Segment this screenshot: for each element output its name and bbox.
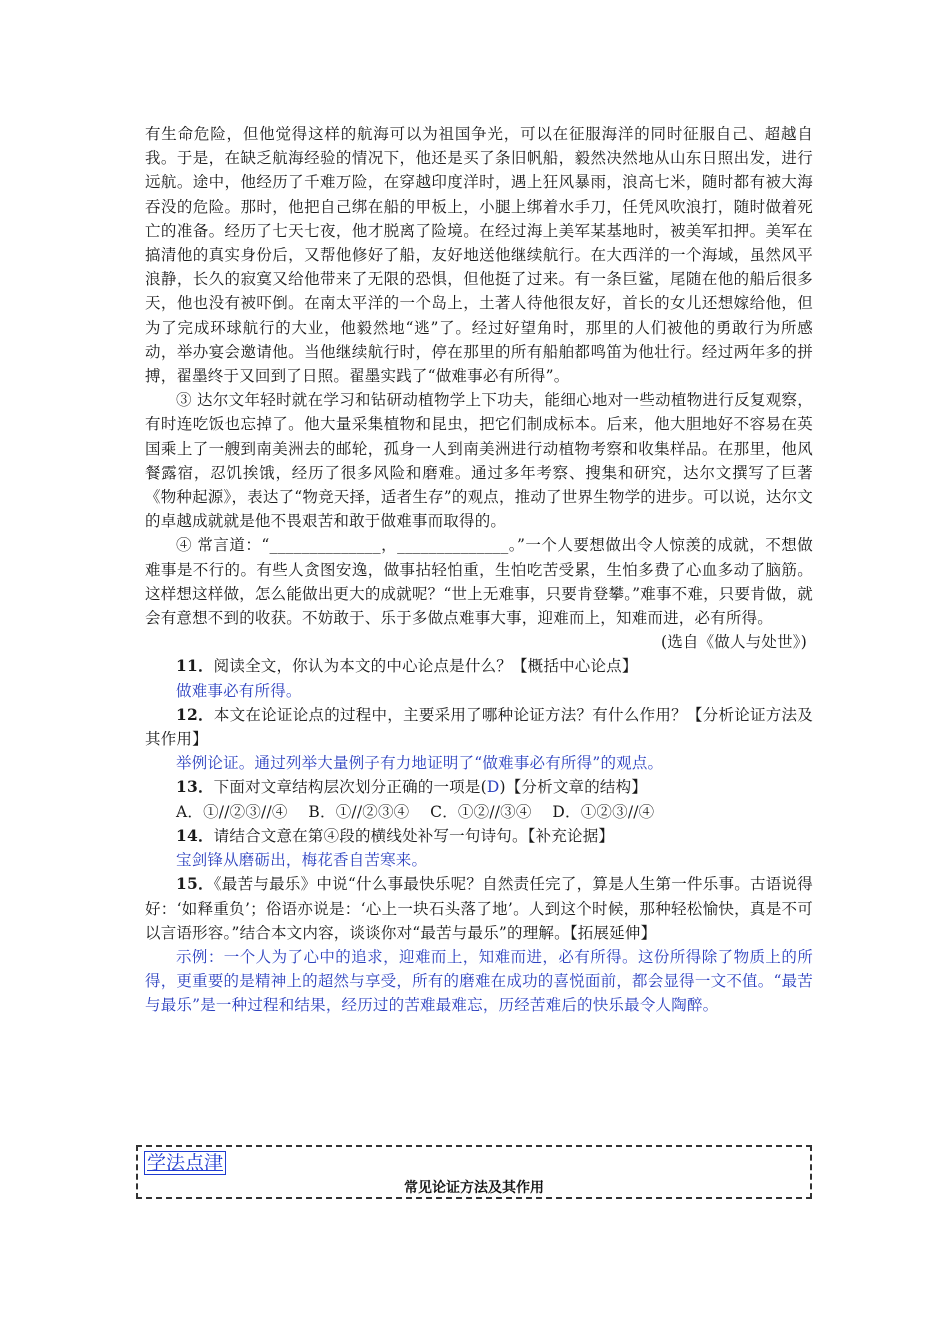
answer-14: 宝剑锋从磨砺出，梅花香自苦寒来。 xyxy=(176,851,428,870)
question-13 xyxy=(145,775,813,799)
article-body xyxy=(145,122,813,1018)
question-text: 请结合文意在第④段的横线处补写一句诗句。【补充论据】 xyxy=(213,826,615,845)
question-15 xyxy=(145,872,813,945)
question-number: 15． xyxy=(176,874,214,894)
study-tips-box xyxy=(136,1145,812,1199)
question-12 xyxy=(145,703,813,751)
question-text: 《最苦与最乐》中说“什么事最快乐呢？自然责任完了，算是人生第一件乐事。古语说得好：‘如释重负’；俗语亦说是：‘心上一块石头落了地’。人到这个时候，那种轻松愉快，真是不可以言语形容。”结合本文内容，谈谈你对“最苦与最乐”的理解。【拓展延伸】 xyxy=(145,875,814,942)
question-text: 本文在论证论点的过程中，主要采用了哪种论证方法？有什么作用？【分析论证方法及其作用】 xyxy=(145,705,813,749)
question-text-tail: )【分析文章的结构】 xyxy=(499,778,648,797)
question-text: 阅读全文，你认为本文的中心论点是什么？【概括中心论点】 xyxy=(213,657,638,676)
question-11 xyxy=(145,654,813,678)
question-text: 下面对文章结构层次划分正确的一项是( xyxy=(213,778,487,797)
question-number: 12． xyxy=(176,704,214,724)
study-tips-subtitle: 常见论证方法及其作用 xyxy=(404,1180,544,1196)
paragraph-3: ③ 达尔文年轻时就在学习和钻研动植物学上下功夫，能细心地对一些动植物进行反复观察，有时连吃饭也忘掉了。他大量采集植物和昆虫，把它们制成标本。后来，他大胆地好不容易在英国乘上了一艘到南美洲去的邮轮，孤身一人到南美洲进行动植物考察和收集样品。在那里，他风餐露宿，忍饥挨饿，经历了很多风险和磨难。通过多年考察、搜集和研究，达尔文撰写了巨著《物种起源》，表达了“物竞天择，适者生存”的观点，推动了世界生物学的进步。可以说，达尔文的卓越成就就是他不畏艰苦和敢于做难事而取得的。 xyxy=(145,391,813,531)
paragraph-4: ④ 常言道：“______________，______________。”一个人要想做出令人惊羡的成就，不想做难事是不行的。有些人贪图安逸，做事拈轻怕重，生怕吃苦受累，生怕多费了心血多动了脑筋。这样想这样做，怎么能做出更大的成就呢？“世上无难事，只要肯登攀。”难事不难，只要肯做，就会有意想不到的收获。不妨敢于、乐于多做点难事大事，迎难而上，知难而进，必有所得。 xyxy=(145,536,813,628)
question-14 xyxy=(145,824,813,848)
question-number: 13． xyxy=(176,777,214,797)
question-number: 11． xyxy=(176,656,214,676)
choices-13: A．①//②③//④ B．①//②③④ C．①②//③④ D．①②③//④ xyxy=(176,802,655,821)
answer-13: D xyxy=(486,778,500,797)
source-citation: (选自《做人与处世》) xyxy=(660,633,807,652)
answer-15: 示例：一个人为了心中的追求，迎难而上，知难而进，必有所得。这份所得除了物质上的所得，更重要的是精神上的超然与享受，所有的磨难在成功的喜悦面前，都会显得一文不值。“最苦与最乐”是一种过程和结果，经历过的苦难最难忘，历经苦难后的快乐最令人陶醉。 xyxy=(145,947,813,1015)
question-number: 14． xyxy=(176,825,214,845)
answer-11: 做难事必有所得。 xyxy=(176,681,302,700)
paragraph-2-continued: 有生命危险，但他觉得这样的航海可以为祖国争光，可以在征服海洋的同时征服自己、超越自我。于是，在缺乏航海经验的情况下，他还是买了条旧帆船，毅然决然地从山东日照出发，进行远航。途中，他经历了千难万险，在穿越印度洋时，遇上狂风暴雨，浪高七米，随时都有被大海吞没的危险。那时，他把自己绑在船的甲板上，小腿上绑着水手刀，任凭风吹浪打，随时做着死亡的准备。经历了七天七夜，他才脱离了险境。在经过海上美军某基地时，被美军扣押。美军在搞清他的真实身份后，又帮他修好了船，友好地送他继续航行。在大西洋的一个海域，虽然风平浪静，长久的寂寞又给他带来了无限的恐惧，但他挺了过来。有一条巨鲨，尾随在他的船后很多天，他也没有被吓倒。在南太平洋的一个岛上，土著人待他很友好，首长的女儿还想嫁给他，但为了完成环球航行的大业，他毅然地“逃”了。经过好望角时，那里的人们被他的勇敢行为所感动，举办宴会邀请他。当他继续航行时，停在那里的所有船舶都鸣笛为他壮行。经过两年多的拼搏，翟墨终于又回到了日照。翟墨实践了“做难事必有所得”。 xyxy=(145,125,813,386)
answer-12: 举例论证。通过列举大量例子有力地证明了“做难事必有所得”的观点。 xyxy=(176,754,664,773)
study-tips-title: 学法点津 xyxy=(144,1151,226,1175)
